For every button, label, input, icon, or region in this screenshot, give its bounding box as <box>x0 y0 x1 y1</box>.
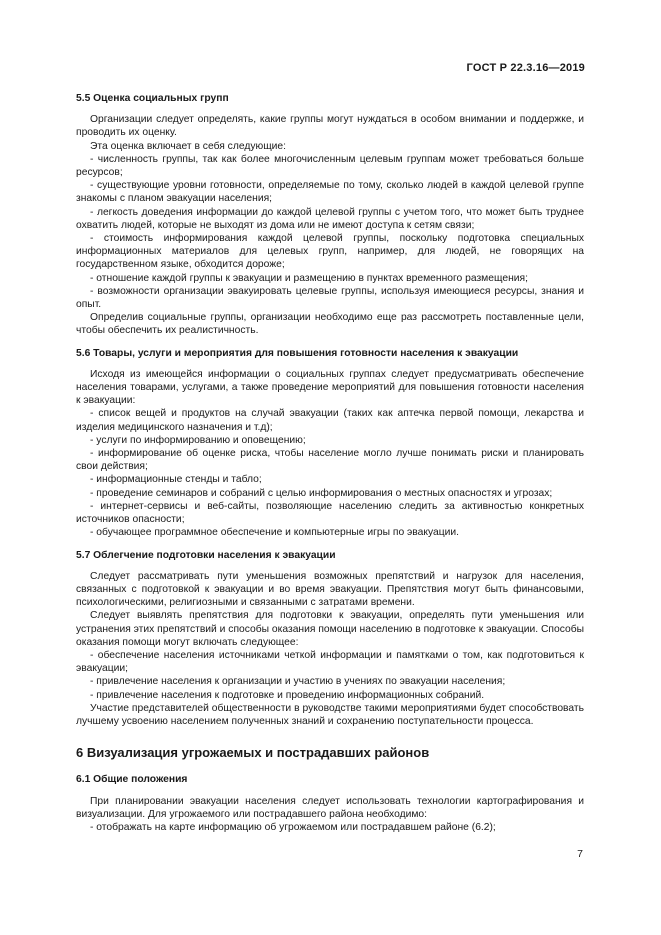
section-5-5-title: 5.5 Оценка социальных групп <box>76 93 229 104</box>
section-6-1-paragraph-1: При планировании эвакуации населения следует использовать технологии картографирования и визуализации. Для угрожаемого или пострадавшего района необходимо: <box>76 795 584 820</box>
list-item: - стоимость информирования каждой целевой группы, поскольку подготовка специальных информационных материалов для целевых групп, например, для людей, не говорящих на государственном языке, обходится дороже; <box>76 233 584 271</box>
section-5-6-paragraph-1: Исходя из имеющейся информации о социальных группах следует предусматривать обеспечение населения товарами, услугами, а также проведение мероприятий для повышения готовности населения к эвакуации: <box>76 368 584 407</box>
list-item: - интернет-сервисы и веб-сайты, позволяющие населению следить за активностью конкретных источников опасности; <box>76 500 584 526</box>
section-5-5-paragraph-1: Организации следует определять, какие группы могут нуждаться в особом внимании и поддержке, и проводить их оценку. <box>76 114 584 139</box>
document-body <box>76 92 584 834</box>
list-item: - информационные стенды и табло; <box>90 474 262 486</box>
list-item: - обучающее программное обеспечение и компьютерные игры по эвакуации. <box>90 527 460 539</box>
list-item: - привлечение населения к организации и участию в учениях по эвакуации населения; <box>90 676 506 688</box>
list-item: - услуги по информированию и оповещению; <box>90 434 306 446</box>
section-5-7-title: 5.7 Облегчение подготовки населения к эвакуации <box>76 549 336 561</box>
list-item: - численность группы, так как более многочисленным целевым группам может требоваться больше ресурсов; <box>76 153 584 179</box>
section-5-7-paragraph-1: Следует рассматривать пути уменьшения возможных препятствий и нагрузок для населения, связанных с подготовкой к эвакуации и во время эвакуации. Препятствия могут быть финансовыми, психологическими, религиозными и связанными с затратами времени. <box>76 570 584 609</box>
list-item: - список вещей и продуктов на случай эвакуации (таких как аптечка первой помощи, лекарства и изделия медицинского назначения и т.д); <box>76 408 584 433</box>
document-header-id: ГОСТ Р 22.3.16—2019 <box>466 62 585 74</box>
section-5-7-paragraph-3: Участие представителей общественности в руководстве такими мероприятиями будет способствовать лучшему усвоению населением полученных знаний и сохранению поступательности процесса. <box>76 702 584 727</box>
section-5-7-paragraph-2: Следует выявлять препятствия для подготовки к эвакуации, определять пути уменьшения или устранения этих препятствий и способы оказания помощи населению в подготовке к эвакуации. Способы оказания помощи могут включать следующее: <box>76 610 584 648</box>
page-number: 7 <box>577 848 583 860</box>
section-6-title: 6 Визуализация угрожаемых и пострадавших районов <box>76 745 430 761</box>
section-5-5-paragraph-3: Определив социальные группы, организации необходимо еще раз рассмотреть поставленные цели, чтобы обеспечить их реалистичность. <box>76 312 584 337</box>
list-item: - привлечение населения к подготовке и проведению информационных собраний. <box>90 689 485 701</box>
list-item: - возможности организации эвакуировать целевые группы, используя имеющиеся ресурсы, знания и опыт. <box>76 285 584 311</box>
list-item: - отношение каждой группы к эвакуации и размещению в пунктах временного размещения; <box>90 272 528 284</box>
list-item: - обеспечение населения источниками четкой информации и памятками о том, как подготовиться к эвакуации; <box>76 649 584 675</box>
section-5-5-paragraph-2: Эта оценка включает в себя следующие: <box>90 140 287 152</box>
list-item: - проведение семинаров и собраний с целью информирования о местных опасностях и угрозах; <box>90 487 553 499</box>
section-6-1-title: 6.1 Общие положения <box>76 774 188 786</box>
list-item: - отображать на карте информацию об угрожаемом или пострадавшем районе (6.2); <box>90 821 496 833</box>
list-item: - информирование об оценке риска, чтобы население могло лучше понимать риски и планировать свои действия; <box>76 448 584 473</box>
list-item: - существующие уровни готовности, определяемые по тому, сколько людей в каждой целевой группе знакомы с планом эвакуации населения; <box>76 180 584 205</box>
section-5-6-title: 5.6 Товары, услуги и мероприятия для повышения готовности населения к эвакуации <box>76 347 519 359</box>
list-item: - легкость доведения информации до каждой целевой группы с учетом того, что может быть труднее охватить людей, которые не выходят из дома или не имеют доступа к сетям связи; <box>76 206 584 231</box>
